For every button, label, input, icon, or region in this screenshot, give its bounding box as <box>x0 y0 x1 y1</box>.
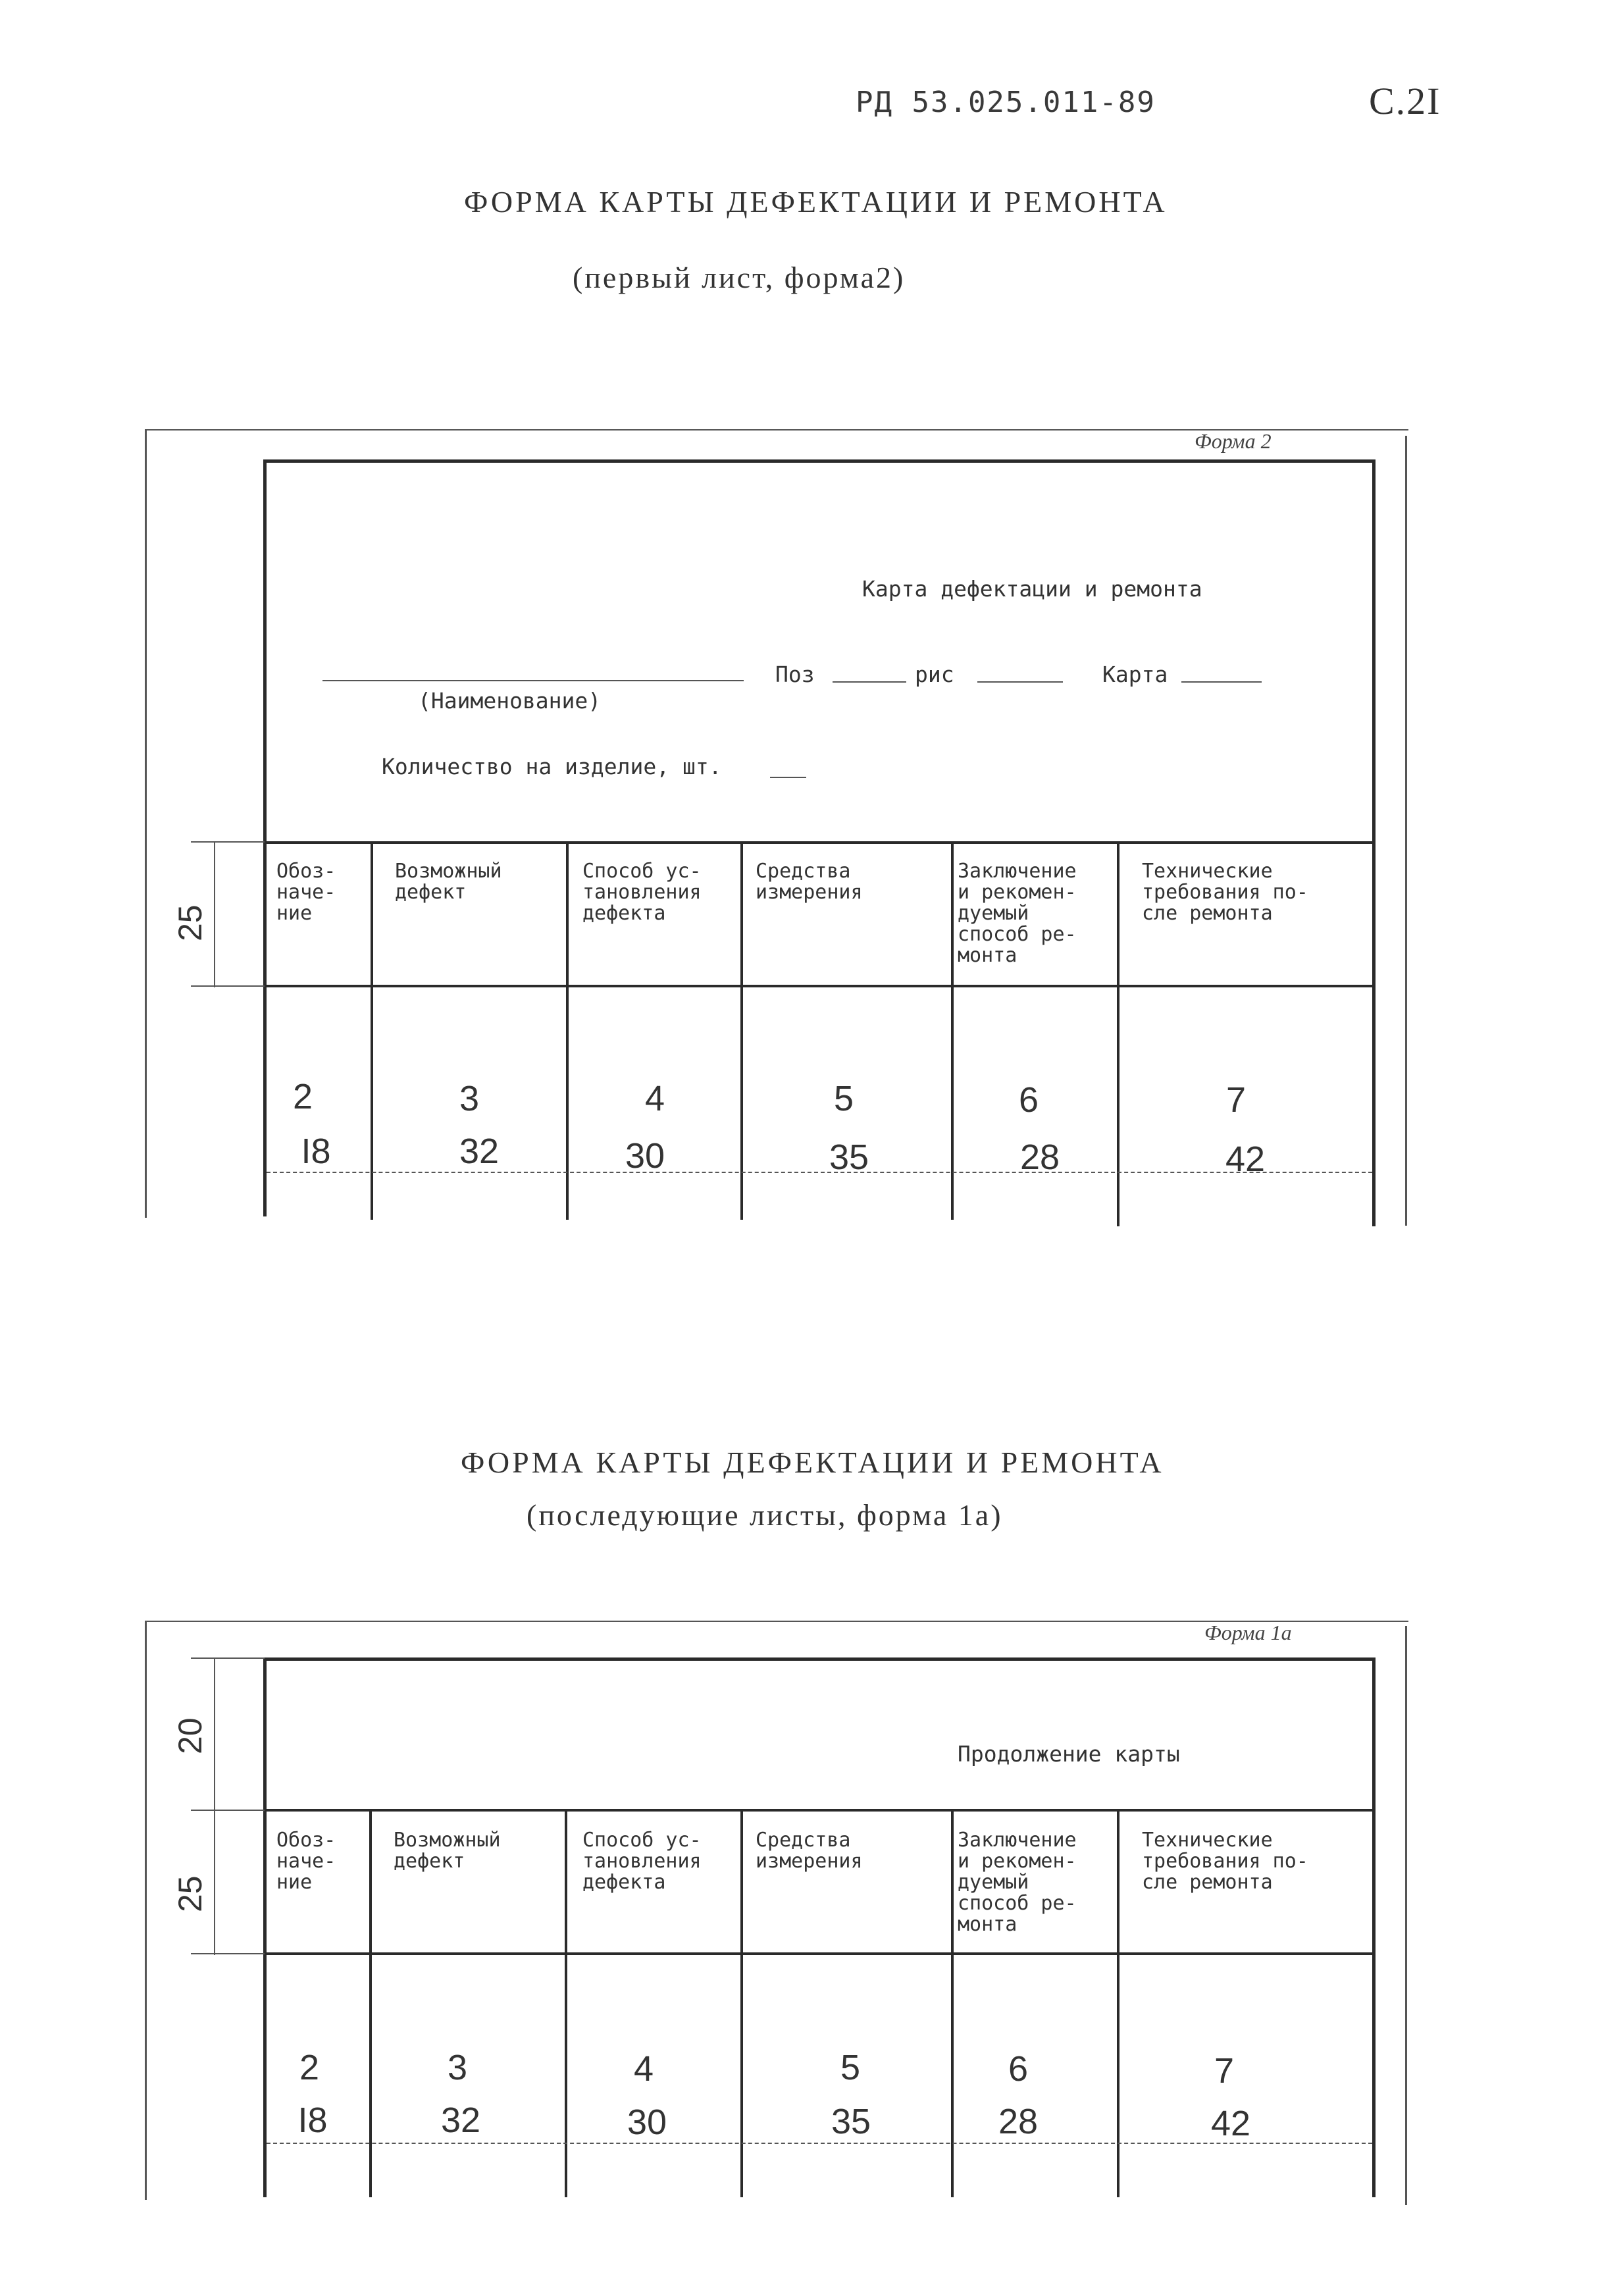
form1-subtitle: (первый лист, форма2) <box>573 261 906 294</box>
form1a-col-sep <box>1117 1809 1119 2197</box>
form1a-frame-top <box>263 1657 1376 1661</box>
form1a-col-width-2: I8 <box>297 2100 328 2140</box>
form1a-subtitle: (последующие листы, форма 1а) <box>527 1498 1003 1532</box>
form1-ris-label: рис <box>915 662 954 687</box>
form1a-dimension-line <box>267 2143 1372 2144</box>
form1-poz-label: Поз <box>775 662 815 687</box>
page-number: С.2I <box>1369 80 1441 122</box>
form1a-col-num-2: 2 <box>299 2048 320 2087</box>
form1-dim-25-tick-bottom <box>191 985 265 987</box>
form1a-header-bottom-line <box>263 1952 1376 1955</box>
form1a-continuation-label: Продолжение карты <box>958 1741 1180 1767</box>
form1-col-width-3: 32 <box>459 1132 500 1171</box>
form1a-form-label: Форма 1а <box>1204 1621 1292 1644</box>
form1-col-head-defect: Возможный дефект <box>395 860 502 904</box>
form1-qty-line <box>770 777 806 778</box>
form1a-col-head-designation: Обоз- наче- ние <box>276 1829 336 1894</box>
form1-name-line <box>322 680 744 681</box>
form1-col-num-2: 2 <box>292 1077 313 1116</box>
form1a-dim-line <box>214 1657 215 1955</box>
form1-sheet-right <box>1405 436 1407 1226</box>
form1a-dim-20: 20 <box>172 1717 209 1754</box>
form1-dim-25-tick-top <box>191 841 265 843</box>
form1-form-label: Форма 2 <box>1195 429 1272 453</box>
form1-col-sep <box>1117 841 1119 1226</box>
form1a-col-head-conclusion: Заключение и рекомен- дуемый способ ре- монта <box>958 1829 1077 1936</box>
form1a-col-sep <box>565 1809 567 2197</box>
form1a-dim-25: 25 <box>172 1875 209 1912</box>
form1-col-sep <box>566 841 569 1220</box>
form1-ris-line <box>977 681 1063 683</box>
form1a-col-head-requirements: Технические требования по- сле ремонта <box>1142 1829 1308 1894</box>
form1-frame-top <box>263 459 1376 463</box>
form1a-col-num-6: 6 <box>1008 2049 1029 2089</box>
form1-card-title: Карта дефектации и ремонта <box>862 576 1202 602</box>
form1-col-num-5: 5 <box>833 1079 854 1118</box>
form1a-col-width-3: 32 <box>440 2100 481 2140</box>
form1-col-width-2: I8 <box>301 1132 331 1171</box>
form1a-sheet-right <box>1405 1626 1407 2205</box>
form1-col-head-designation: Обоз- наче- ние <box>276 860 336 925</box>
form1a-col-width-7: 42 <box>1210 2104 1251 2143</box>
form1-col-width-6: 28 <box>1019 1137 1060 1177</box>
form1-dimension-line <box>267 1172 1372 1173</box>
form1-title: ФОРМА КАРТЫ ДЕФЕКТАЦИИ И РЕМОНТА <box>464 185 1168 219</box>
form1a-col-sep <box>369 1809 372 2197</box>
form1a-title: ФОРМА КАРТЫ ДЕФЕКТАЦИИ И РЕМОНТА <box>461 1446 1164 1479</box>
form1a-header-top-line <box>263 1809 1376 1812</box>
form1a-col-width-5: 35 <box>831 2102 871 2141</box>
form1a-col-sep <box>740 1809 743 2197</box>
form1-col-head-method: Способ ус- тановления дефекта <box>582 860 702 925</box>
form1a-col-num-7: 7 <box>1214 2051 1235 2091</box>
form1-sheet-left <box>145 429 147 1218</box>
form1a-col-num-5: 5 <box>840 2048 861 2087</box>
form1-karta-label: Карта <box>1102 662 1168 687</box>
form1-col-head-requirements: Технические требования по- сле ремонта <box>1142 860 1308 925</box>
form1-dim-25-line <box>214 841 215 987</box>
form1a-col-width-6: 28 <box>998 2102 1039 2141</box>
form1-col-num-6: 6 <box>1018 1080 1039 1120</box>
form1a-col-num-4: 4 <box>633 2049 654 2089</box>
form1-col-sep <box>371 841 373 1220</box>
form1-dim-25: 25 <box>172 904 209 941</box>
form1a-col-head-method: Способ ус- тановления дефекта <box>582 1829 702 1894</box>
form1-col-width-5: 35 <box>829 1137 869 1177</box>
form1-col-num-4: 4 <box>644 1079 665 1118</box>
form1-col-sep <box>951 841 954 1220</box>
form1-name-label: (Наименование) <box>418 688 602 714</box>
form1-col-num-3: 3 <box>459 1079 480 1118</box>
form1a-dim-tick-mid <box>191 1810 265 1811</box>
form1a-frame-right <box>1372 1657 1376 2197</box>
form1a-col-num-3: 3 <box>447 2048 468 2087</box>
form1a-sheet-left <box>145 1621 147 2200</box>
form1-col-width-7: 42 <box>1225 1139 1266 1179</box>
form1a-dim-tick-bottom <box>191 1953 265 1954</box>
form1-col-num-7: 7 <box>1225 1080 1247 1120</box>
document-code: РД 53.025.011-89 <box>856 86 1156 119</box>
form1a-frame-left <box>263 1657 267 2197</box>
form1-qty-label: Количество на изделие, шт. <box>382 754 722 779</box>
form1a-col-sep <box>951 1809 954 2197</box>
form1-col-head-means: Средства измерения <box>756 860 863 904</box>
form1-col-width-4: 30 <box>625 1136 665 1176</box>
form1-col-head-conclusion: Заключение и рекомен- дуемый способ ре- монта <box>958 860 1077 967</box>
form1-poz-line <box>833 681 906 683</box>
form1-header-top-line <box>263 841 1376 844</box>
form1a-col-width-4: 30 <box>627 2102 667 2142</box>
form1-header-bottom-line <box>263 985 1376 987</box>
form1a-col-head-defect: Возможный дефект <box>394 1829 501 1873</box>
form1a-dim-tick-top <box>191 1657 265 1659</box>
form1a-col-head-means: Средства измерения <box>756 1829 863 1873</box>
form1-col-sep <box>740 841 743 1220</box>
form1-karta-line <box>1181 681 1262 683</box>
